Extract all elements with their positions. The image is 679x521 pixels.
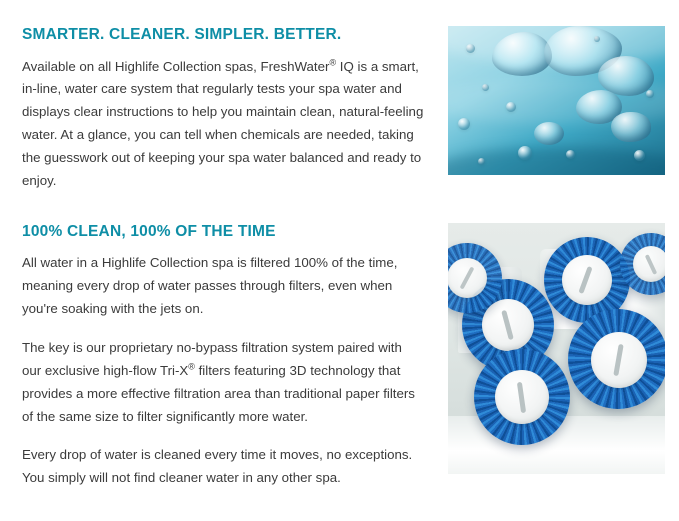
filter-disc <box>474 349 570 445</box>
paragraph: All water in a Highlife Collection spa is filtered 100% of the time, meaning every drop of water passes through filters, even when you're soaking with the jets on. <box>22 255 398 317</box>
section-image-column <box>448 223 665 474</box>
section-image-column <box>448 26 665 175</box>
section-freshwater-iq <box>22 26 659 193</box>
registered-trademark-icon: ® <box>188 361 195 372</box>
paragraph: Available on all Highlife Collection spas, FreshWater® IQ is a smart, in-line, water care system that regularly tests your spa water and displays clear instructions to help you maintain clean, natural-feeling water. At a glance, you can tell when chemicals are needed, taking the guesswork out of keeping your spa water balanced and ready to enjoy. <box>22 57 424 188</box>
tri-x-filters-photo <box>448 223 665 474</box>
section-clean-all-the-time <box>22 223 659 490</box>
section-text-column <box>22 26 424 193</box>
paragraph: Every drop of water is cleaned every time it moves, no exceptions. You simply will not find cleaner water in any other spa. <box>22 447 413 486</box>
water-bubbles-photo <box>448 26 665 175</box>
paragraph: The key is our proprietary no-bypass filtration system paired with our exclusive high-flow Tri-X® filters featuring 3D technology that provides a more effective filtration area than traditional paper filters of the same size to filter significantly more water. <box>22 339 415 424</box>
section-heading: 100% CLEAN, 100% OF THE TIME <box>22 222 276 240</box>
registered-trademark-icon: ® <box>329 57 337 68</box>
section-text-column <box>22 223 424 490</box>
page-title: SMARTER. CLEANER. SIMPLER. BETTER. <box>22 26 342 43</box>
filter-disc <box>568 309 665 409</box>
